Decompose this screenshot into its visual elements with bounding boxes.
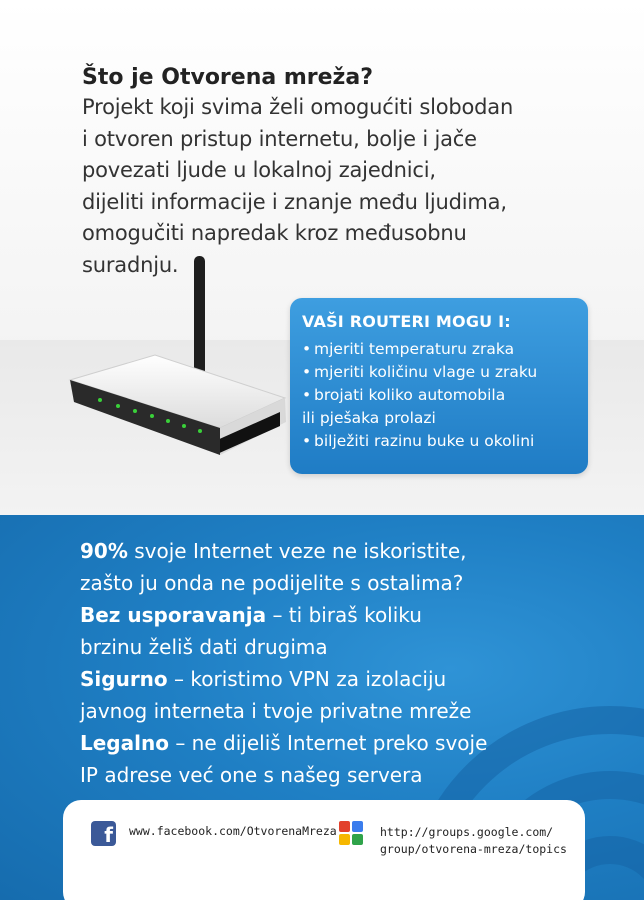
benefit-line [80, 727, 550, 759]
benefit-line: zašto ju onda ne podijelite s ostalima? [80, 571, 464, 595]
benefit-line [80, 535, 550, 567]
intro-line: dijeliti informacije i znanje među ljudima, [82, 189, 507, 214]
features-list [302, 338, 582, 453]
list-item: • mjeriti količinu vlage u zraku [302, 363, 538, 381]
list-item: • bilježiti razinu buke u okolini [302, 432, 535, 450]
benefit-text: – ne dijeliš Internet preko svoje [168, 731, 488, 755]
facebook-icon[interactable]: f [91, 821, 116, 846]
benefit-line [80, 599, 550, 631]
intro-section [82, 64, 562, 281]
benefit-text: – koristimo VPN za izolaciju [167, 667, 447, 691]
feature-text: brojati koliko automobila [314, 386, 506, 404]
benefit-line: javnog interneta i tvoje privatne mreže [80, 699, 472, 723]
benefit-line: IP adrese već one s našeg servera [80, 763, 423, 787]
intro-title: Što je Otvorena mreža? [82, 65, 373, 90]
intro-line: povezati ljude u lokalnoj zajednici, [82, 158, 436, 182]
footer-links [63, 800, 585, 900]
list-item-continuation: ili pješaka prolazi [302, 409, 436, 427]
feature-text: mjeriti temperaturu zraka [314, 340, 515, 358]
benefit-highlight: 90% [80, 539, 128, 563]
google-groups-icon[interactable] [338, 820, 364, 846]
facebook-link[interactable]: www.facebook.com/OtvorenaMreza [129, 824, 337, 838]
feature-text: bilježiti razinu buke u okolini [314, 432, 535, 450]
features-box [290, 298, 588, 474]
list-item: • mjeriti temperaturu zraka [302, 340, 515, 358]
list-item: • brojati koliko automobila [302, 386, 506, 404]
google-groups-link[interactable] [380, 824, 567, 858]
features-title: VAŠI ROUTERI MOGU I: [302, 312, 511, 331]
google-groups-link-line: group/otvorena-mreza/topics [380, 842, 567, 856]
benefits-section [80, 535, 550, 791]
intro-line: Projekt koji svima želi omogućiti slobodan [82, 95, 514, 119]
google-groups-link-line: http://groups.google.com/ [380, 825, 554, 839]
intro-line: i otvoren pristup internetu, bolje i jače [82, 126, 477, 151]
benefit-highlight: Legalno [80, 731, 169, 755]
intro-line: suradnju. [82, 252, 179, 277]
benefit-text: – ti biraš koliku [266, 603, 422, 627]
benefit-highlight: Sigurno [80, 667, 168, 691]
benefit-text: svoje Internet veze ne iskoristite, [127, 539, 467, 563]
feature-text: mjeriti količinu vlage u zraku [314, 363, 538, 381]
benefit-highlight: Bez usporavanja [80, 603, 267, 627]
benefit-line: brzinu želiš dati drugima [80, 635, 328, 659]
router-image [60, 250, 290, 495]
benefit-line [80, 663, 550, 695]
intro-line: omogučiti napredak kroz međusobnu [82, 221, 467, 245]
